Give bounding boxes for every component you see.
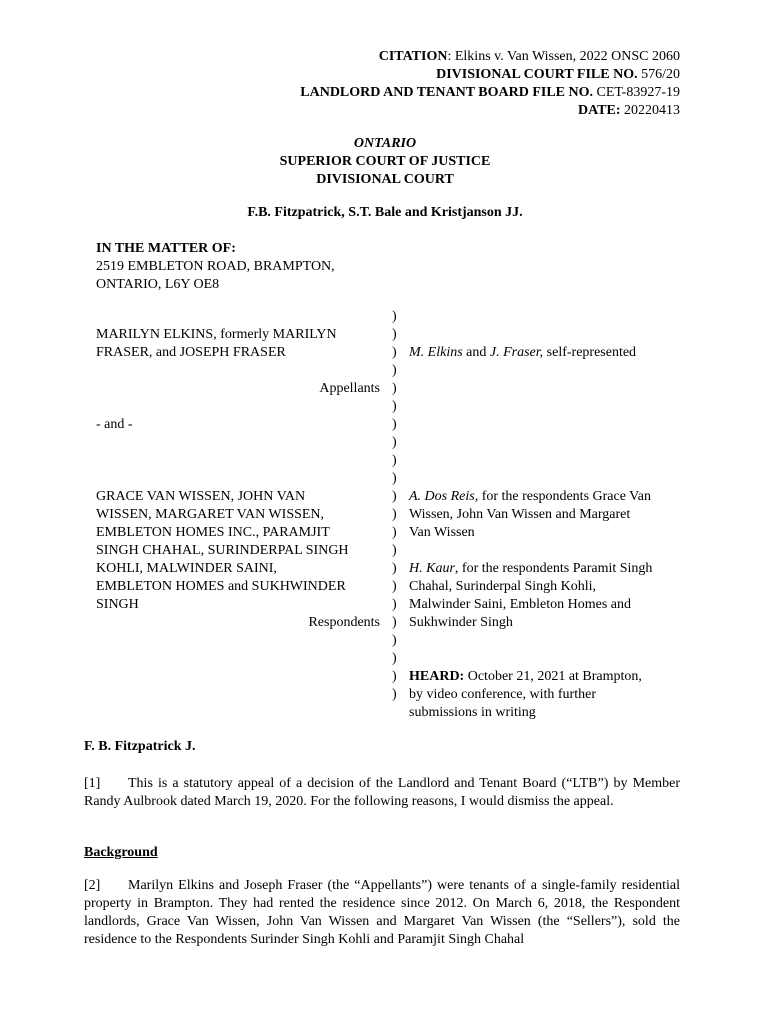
parenthesis: ) [392,327,397,342]
parenthesis: ) [392,471,397,486]
province: ONTARIO [353,136,417,151]
respondents-line: EMBLETON HOMES INC., PARAMJIT [96,525,330,540]
judges-panel: F.B. Fitzpatrick, S.T. Bale and Kristjanson JJ. [247,205,523,220]
divisional-court-file-value: 576/20 [637,67,680,82]
respondents-line: SINGH CHAHAL, SURINDERPAL SINGH [96,543,349,558]
heard-label: HEARD: [409,669,465,684]
parenthesis: ) [392,543,397,558]
paragraph-text: Marilyn Elkins and Joseph Fraser (the “Appellants”) were tenants of a single-family residential property in Brampton. They had rented the residence since 2012. On March 6, 2018, the Respondent landlords, Grace Van Wissen, John Van Wissen and Margaret Van Wissen (the “Sellers”), sold the residence to the Respondents Surinder Singh Kohli and Paramjit Singh Chahal [84,878,680,947]
parenthesis: ) [392,399,397,414]
paragraph-text: This is a statutory appeal of a decision of the Landlord and Tenant Board (“LTB”) by Member Randy Aulbrook dated March 19, 2020. For the following reasons, I would dismiss the appeal. [84,776,680,809]
ltb-file-value: CET-83927-19 [593,85,680,100]
court-name: SUPERIOR COURT OF JUSTICE [279,154,491,169]
appellants-block [96,326,386,362]
parenthesis: ) [392,453,397,468]
parenthesis: ) [392,417,397,432]
counsel-text: Chahal, Surinderpal Singh Kohli, [409,579,597,594]
counsel-text: Van Wissen [409,525,475,540]
ltb-file-label: LANDLORD AND TENANT BOARD FILE NO. [300,85,594,100]
parenthesis: ) [392,579,397,594]
respondents-block [96,488,388,614]
parenthesis: ) [392,651,397,666]
counsel-text: and [462,345,490,360]
parenthesis: ) [392,597,397,612]
counsel-name: A. Dos Reis, [409,489,479,504]
matter-address-line1: 2519 EMBLETON ROAD, BRAMPTON, [96,259,335,274]
ltb-file-line [200,84,680,102]
parenthesis: ) [392,381,397,396]
respondents-line: GRACE VAN WISSEN, JOHN VAN [96,489,306,504]
respondents-line: KOHLI, MALWINDER SAINI, [96,561,277,576]
and-separator: - and - [96,417,133,432]
heard-text: by video conference, with further [409,687,596,702]
court-heading [185,135,585,189]
parenthesis: ) [392,309,397,324]
counsel-text: self-represented [543,345,637,360]
appellants-line2: FRASER, and JOSEPH FRASER [96,345,286,360]
heard-text: October 21, 2021 at Brampton, [464,669,642,684]
parenthesis: ) [392,363,397,378]
heard-text: submissions in writing [409,705,536,720]
parenthesis: ) [392,561,397,576]
citation-block [200,48,680,120]
matter-block [96,240,396,294]
paragraph-1 [84,775,680,811]
matter-address-line2: ONTARIO, L6Y OE8 [96,277,220,292]
parenthesis: ) [392,615,397,630]
date-label: DATE: [577,103,621,118]
respondents-role: Respondents [308,615,380,630]
appellants-line1: MARILYN ELKINS, formerly MARILYN [96,327,337,342]
parenthesis: ) [392,489,397,504]
matter-heading: IN THE MATTER OF: [96,241,236,256]
respondents-counsel-1 [409,488,689,542]
judgment-author: F. B. Fitzpatrick J. [84,739,196,754]
appellants-role: Appellants [319,381,380,396]
divisional-court-file-line [200,66,680,84]
parenthesis-column [392,308,404,704]
citation-value: : Elkins v. Van Wissen, 2022 ONSC 2060 [447,49,680,64]
paragraph-number: [2] [84,878,101,893]
counsel-name: J. Fraser, [489,345,544,360]
parenthesis: ) [392,525,397,540]
respondents-line: SINGH [96,597,139,612]
counsel-text: Wissen, John Van Wissen and Margaret [409,507,631,522]
paragraph-2 [84,877,680,949]
parenthesis: ) [392,687,397,702]
divisional-court-file-label: DIVISIONAL COURT FILE NO. [436,67,638,82]
date-value: 20220413 [620,103,680,118]
citation-line [200,48,680,66]
date-line [200,102,680,120]
counsel-name: M. Elkins [409,345,463,360]
appellants-counsel [409,344,689,362]
heard-block [409,668,689,722]
counsel-name: H. Kaur [409,561,455,576]
parenthesis: ) [392,507,397,522]
counsel-text: Sukhwinder Singh [409,615,513,630]
counsel-text: for the respondents Grace Van [478,489,651,504]
court-division: DIVISIONAL COURT [316,172,454,187]
parenthesis: ) [392,345,397,360]
parenthesis: ) [392,633,397,648]
respondents-line: WISSEN, MARGARET VAN WISSEN, [96,507,325,522]
counsel-text: Malwinder Saini, Embleton Homes and [409,597,632,612]
respondents-counsel-2 [409,560,689,632]
parenthesis: ) [392,669,397,684]
parenthesis: ) [392,435,397,450]
citation-label: CITATION [378,49,448,64]
background-heading: Background [84,845,158,860]
respondents-line: EMBLETON HOMES and SUKHWINDER [96,579,346,594]
counsel-text: , for the respondents Paramit Singh [454,561,653,576]
paragraph-number: [1] [84,776,101,791]
